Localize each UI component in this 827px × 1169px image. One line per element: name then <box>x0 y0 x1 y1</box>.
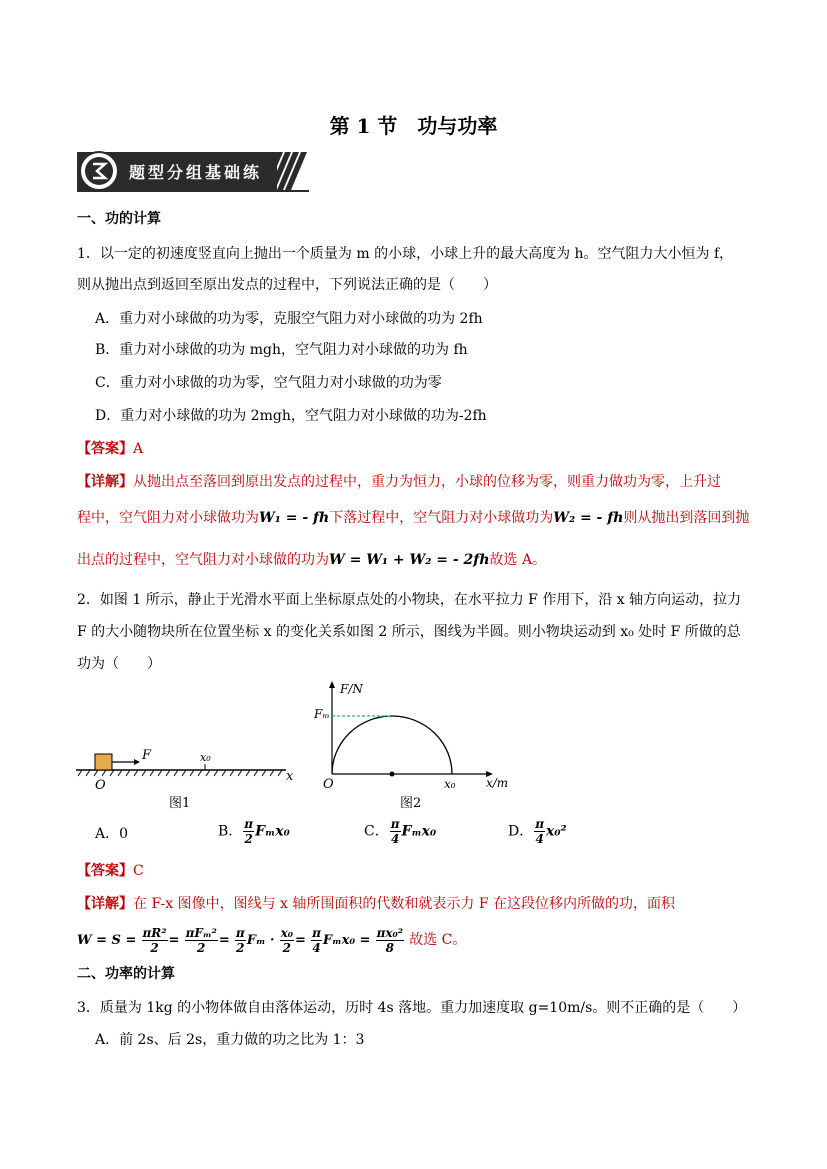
fraction: $\frac{\pi}{2}$ <box>235 926 245 955</box>
q2-answer <box>77 861 144 881</box>
fraction: $\frac{\text{x₀}}{2}$ <box>280 926 294 955</box>
x-axis-label: x <box>286 769 294 784</box>
origin-label: O <box>323 777 334 792</box>
equation: Fₘx₀ = <box>322 933 371 948</box>
figure-1-caption: 图1 <box>169 796 191 811</box>
detail-label: 【详解】 <box>77 896 133 912</box>
banner-text: 题型分组基础练 <box>129 163 263 182</box>
expression: Fₘx₀ <box>401 823 437 840</box>
q3-option-a: A．前 2s、后 2s，重力做的功之比为 1：3 <box>95 1032 365 1048</box>
fraction: $\frac{\text{πR²}}{2}$ <box>142 926 167 955</box>
equation: = <box>295 933 306 948</box>
q2-stem-line3: 功为（ ） <box>77 656 161 672</box>
equation: W₂ = - fh <box>553 510 624 526</box>
answer-label: 【答案】 <box>77 441 133 457</box>
fm-label: Fₘ <box>314 707 330 721</box>
section-banner <box>77 148 309 194</box>
fraction: $\frac{\pi}{2}$ <box>244 817 254 846</box>
q1-stem-line2: 则从抛出点到返回至原出发点的过程中，下列说法正确的是（ ） <box>77 277 497 293</box>
answer-value: A <box>133 441 144 457</box>
option-label: B． <box>218 823 243 840</box>
figure-2-caption: 图2 <box>400 796 422 811</box>
section-heading-2: 二、功率的计算 <box>77 966 175 982</box>
x0-label: x₀ <box>200 751 211 764</box>
detail-text: 则从抛出到落回到抛 <box>623 510 750 526</box>
answer-value: C <box>133 863 144 879</box>
detail-text: 在 F-x 图像中，图线与 x 轴所围面积的代数和就表示力 F 在这段位移内所做的功，面积 <box>133 896 676 912</box>
q2-detail-equation <box>77 922 466 959</box>
y-axis-label: F/N <box>340 682 363 696</box>
equation: Fₘ · <box>246 933 275 948</box>
q2-option-d <box>508 817 567 846</box>
figure-2-drawing <box>310 680 525 810</box>
figure-2 <box>310 680 525 810</box>
fraction: $\frac{\pi}{4}$ <box>312 926 321 955</box>
q1-answer <box>77 439 143 459</box>
detail-text: 程中，空气阻力对小球做功为 <box>77 510 259 526</box>
q1-option-d: D．重力对小球做的功为 2mgh，空气阻力对小球做的功为-2fh <box>95 408 487 424</box>
equation: W = W₁ + W₂ = - 2fh <box>329 552 490 568</box>
q1-detail-line1 <box>77 472 721 492</box>
figure-1 <box>72 740 302 810</box>
origin-label: O <box>95 778 106 793</box>
option-label: D． <box>508 823 534 840</box>
answer-label: 【答案】 <box>77 863 133 879</box>
page-title: 第 1 节 功与功率 <box>329 114 498 138</box>
q3-stem-line1: 3．质量为 1kg 的小物体做自由落体运动，历时 4s 落地。重力加速度取 g=10m/s。则不正确的是（ ） <box>77 1000 747 1016</box>
section-heading-1: 一、功的计算 <box>77 211 161 227</box>
fraction: $\frac{\text{πFₘ²}}{2}$ <box>185 926 217 955</box>
q1-stem-line1: 1．以一定的初速度竖直向上抛出一个质量为 m 的小球，小球上升的最大高度为 h。空气阻力大小恒为 f， <box>77 246 734 262</box>
x0-label: x₀ <box>444 777 456 791</box>
expression: x₀² <box>546 823 567 840</box>
q2-option-b <box>218 817 290 846</box>
q1-option-c: C．重力对小球做的功为零，空气阻力对小球做的功为零 <box>95 375 442 391</box>
x-axis-label: x/m <box>486 776 509 790</box>
equation: W = S = <box>77 933 137 948</box>
q2-option-a: A．0 <box>95 826 129 842</box>
equation: W₁ = - fh <box>259 510 330 526</box>
q2-detail-line1 <box>77 894 675 914</box>
detail-text: 出点的过程中，空气阻力对小球做的功为 <box>77 552 329 568</box>
detail-text: 故选 A。 <box>489 552 547 568</box>
detail-text: 下落过程中，空气阻力对小球做功为 <box>329 510 554 526</box>
equation: = <box>168 933 180 948</box>
q1-detail-line3 <box>77 550 546 570</box>
detail-label: 【详解】 <box>77 474 133 490</box>
q2-option-c <box>364 817 436 846</box>
q1-option-a: A．重力对小球做的功为零，克服空气阻力对小球做的功为 2fh <box>95 311 483 327</box>
q1-detail-line2 <box>77 508 749 528</box>
q2-stem-line1: 2．如图 1 所示，静止于光滑水平面上坐标原点处的小物块，在水平拉力 F 作用下，沿 x 轴方向运动，拉力 <box>77 592 742 608</box>
equation: = <box>218 933 230 948</box>
detail-text: 故选 C。 <box>409 932 467 948</box>
q2-stem-line2: F 的大小随物块所在位置坐标 x 的变化关系如图 2 所示，图线为半圆。则小物块运动到 x₀ 处时 F 所做的总 <box>77 624 741 640</box>
detail-text: 从抛出点至落回到原出发点的过程中，重力为恒力，小球的位移为零，则重力做功为零，上升过 <box>133 474 721 490</box>
force-label: F <box>142 748 152 763</box>
fraction: $\frac{\pi}{4}$ <box>535 817 545 846</box>
fraction: $\frac{\pi}{4}$ <box>390 817 400 846</box>
option-label: C． <box>364 823 389 840</box>
q1-option-b: B．重力对小球做的功为 mgh，空气阻力对小球做的功为 fh <box>95 342 468 358</box>
fraction: $\frac{\text{πx₀²}}{8}$ <box>376 926 404 955</box>
expression: Fₘx₀ <box>255 823 290 840</box>
